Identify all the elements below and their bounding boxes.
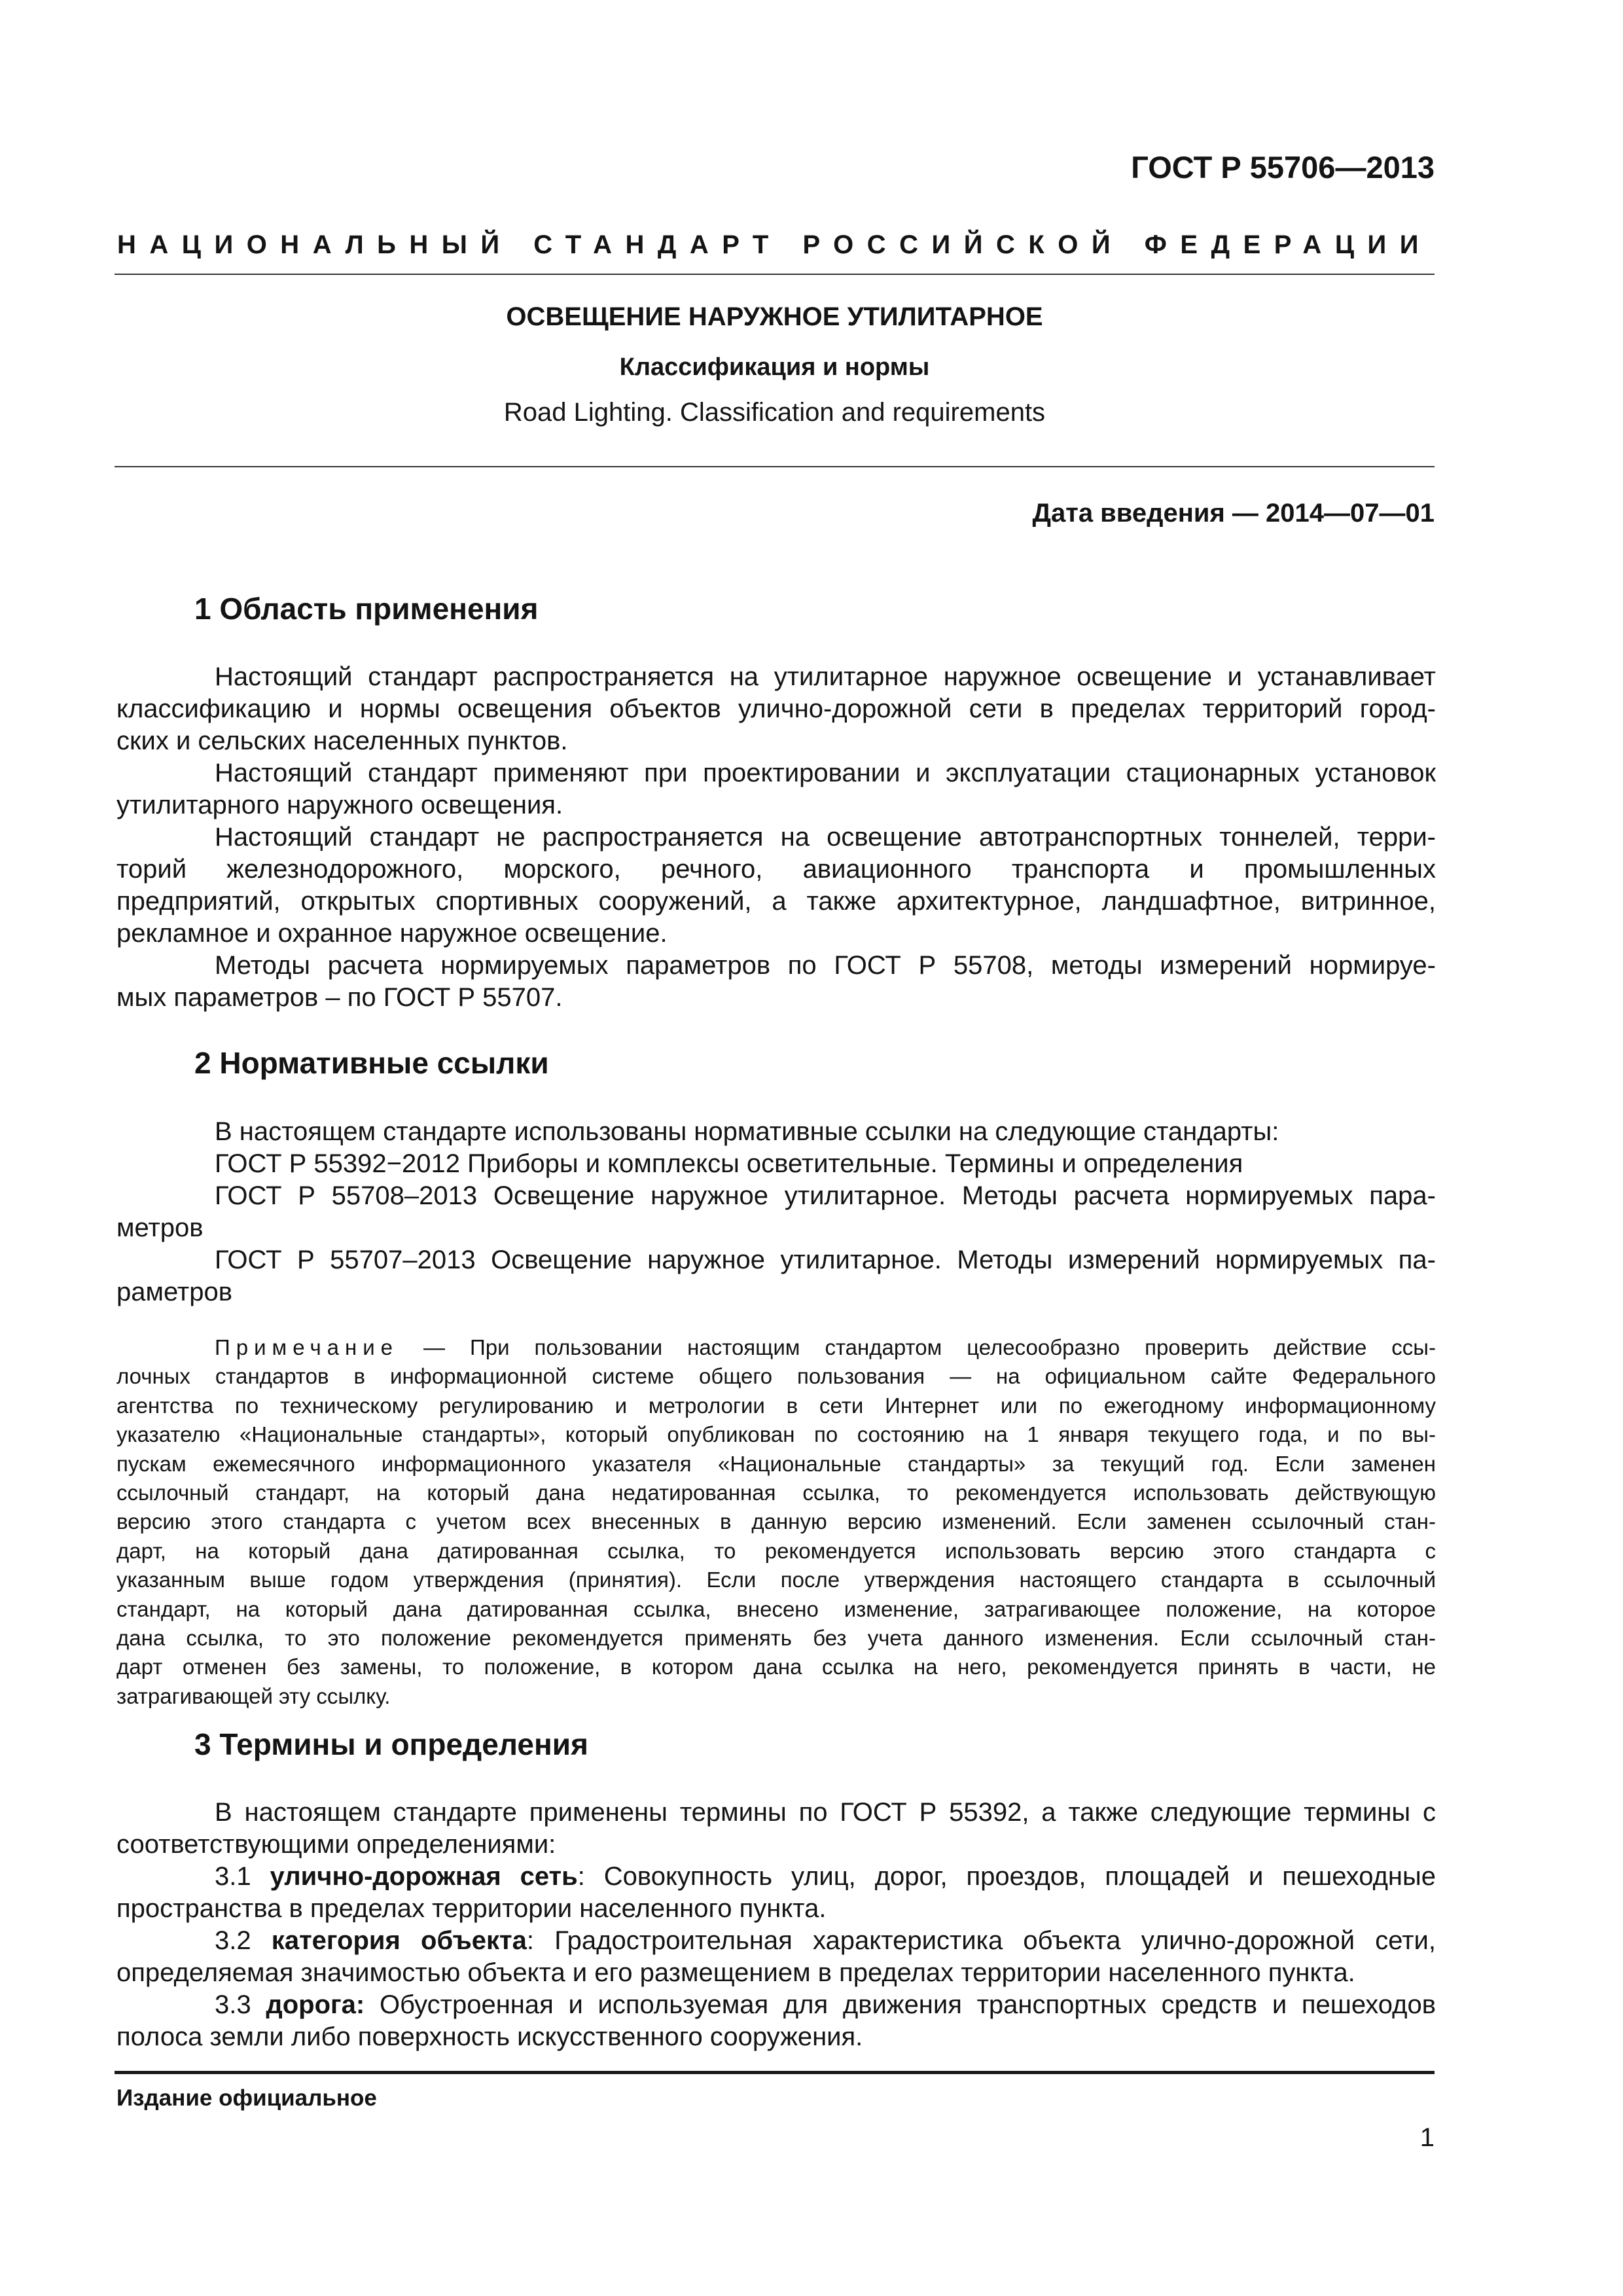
paragraph-line: торий железнодорожного, морского, речного, авиационного транспорта и промышленных xyxy=(116,855,1436,884)
reference-line: раметров xyxy=(116,1278,232,1306)
note-line: указанным выше годом утверждения (принятия). Если после утверждения настоящего стандарта в ссылочный xyxy=(116,1568,1436,1592)
section-3-heading: 3 Термины и определения xyxy=(194,1727,588,1761)
note-line: дарт, на который дана датированная ссылка, то рекомендуется использовать версию этого стандарта с xyxy=(116,1538,1436,1563)
section-1-body xyxy=(116,661,1436,1014)
note-line: дана ссылка, то это положение рекомендуется применять без учета данного изменения. Если ссылочный стан- xyxy=(116,1625,1436,1650)
note-line: версию этого стандарта с учетом всех внесенных в данную версию изменений. Если заменен ссылочный стан- xyxy=(116,1509,1436,1534)
note-line: пускам ежемесячного информационного указателя «Национальные стандарты» за текущий год. Если заменен xyxy=(116,1451,1436,1476)
note-line: ссылочный стандарт, на который дана недатированная ссылка, то рекомендуется использовать действующую xyxy=(116,1480,1436,1505)
section-2-body xyxy=(116,1116,1436,1308)
paragraph-line: Настоящий стандарт применяют при проектировании и эксплуатации стационарных установок xyxy=(215,759,1436,787)
footer-divider xyxy=(115,2071,1435,2074)
term-name: категория объекта xyxy=(271,1926,527,1955)
paragraph-line: Настоящий стандарт распространяется на утилитарное наружное освещение и устанавливает xyxy=(215,662,1436,691)
paragraph-line: рекламное и охранное наружное освещение. xyxy=(116,919,668,948)
term-definition-3-1 xyxy=(116,1861,1436,1893)
term-number: 3.1 xyxy=(215,1862,251,1891)
reference-line: ГОСТ Р 55707–2013 Освещение наружное утилитарное. Методы измерений нормируемых па- xyxy=(215,1246,1436,1274)
term-definition-3-3 xyxy=(116,1989,1436,2021)
note-label: Примечание xyxy=(215,1335,399,1359)
edition-label: Издание официальное xyxy=(116,2085,377,2111)
term-definition-3-2 xyxy=(116,1925,1436,1957)
term-definition-continuation: пространства в пределах территории населенного пункта. xyxy=(116,1894,827,1923)
term-name: улично-дорожная сеть xyxy=(270,1862,578,1891)
national-standard-banner: НАЦИОНАЛЬНЫЙ СТАНДАРТ РОССИЙСКОЙ ФЕДЕРАЦИИ xyxy=(116,230,1433,259)
note-line: дарт отменен без замены, то положение, в котором дана ссылка на него, рекомендуется принять в части, не xyxy=(116,1655,1436,1679)
paragraph-line: Методы расчета нормируемых параметров по ГОСТ Р 55708, методы измерений нормируе- xyxy=(215,951,1436,980)
paragraph-line: соответствующими определениями: xyxy=(116,1830,556,1859)
term-number: 3.3 xyxy=(215,1990,251,2019)
paragraph-line: В настоящем стандарте применены термины по ГОСТ Р 55392, а также следующие термины с xyxy=(215,1798,1436,1827)
term-name: дорога: xyxy=(266,1990,365,2019)
section-1-heading: 1 Область применения xyxy=(194,592,539,626)
term-separator: : xyxy=(526,1926,535,1955)
note-line: затрагивающей эту ссылку. xyxy=(116,1683,391,1708)
page-number: 1 xyxy=(1419,2123,1435,2152)
document-code: ГОСТ Р 55706—2013 xyxy=(1131,150,1435,185)
paragraph-line: В настоящем стандарте использованы нормативные ссылки на следующие стандарты: xyxy=(215,1117,1279,1146)
term-separator: : xyxy=(577,1862,585,1891)
document-title-english: Road Lighting. Classification and requirements xyxy=(503,398,1046,427)
note-line: указателю «Национальные стандарты», который опубликован по состоянию на 1 января текущего года, и по вы- xyxy=(116,1422,1436,1447)
paragraph-line: утилитарного наружного освещения. xyxy=(116,791,563,819)
note-block xyxy=(116,1333,1436,1711)
document-title: ОСВЕЩЕНИЕ НАРУЖНОЕ УТИЛИТАРНОЕ xyxy=(506,302,1043,331)
title-divider xyxy=(115,466,1435,467)
note-line: лочных стандартов в информационной системе общего пользования — на официальном сайте Федерального xyxy=(116,1364,1436,1389)
note-line: стандарт, на который дана датированная ссылка, внесено изменение, затрагивающее положение, на которое xyxy=(116,1596,1436,1621)
term-definition-continuation: определяемая значимостью объекта и его размещением в пределах территории населенного пункта. xyxy=(116,1958,1355,1987)
section-3-body xyxy=(116,1797,1436,2053)
term-definition: Обустроенная и используемая для движения транспортных средств и пешеходов xyxy=(379,1990,1436,2019)
note-line: агентства по техническому регулированию и метрологии в сети Интернет или по ежегодному информационному xyxy=(116,1393,1436,1418)
paragraph-line: Настоящий стандарт не распространяется на освещение автотранспортных тоннелей, терри- xyxy=(215,823,1436,852)
document-subtitle: Классификация и нормы xyxy=(619,353,930,381)
term-definition: Градостроительная характеристика объекта улично-дорожной сети, xyxy=(554,1926,1436,1955)
paragraph-line: ских и сельских населенных пунктов. xyxy=(116,726,568,755)
header-divider xyxy=(115,274,1435,275)
reference-line: ГОСТ Р 55708–2013 Освещение наружное утилитарное. Методы расчета нормируемых пара- xyxy=(215,1181,1436,1210)
term-definition: Совокупность улиц, дорог, проездов, площадей и пешеходные xyxy=(603,1862,1436,1891)
note-line: — При пользовании настоящим стандартом целесообразно проверить действие ссы- xyxy=(423,1335,1436,1359)
paragraph-line: мых параметров – по ГОСТ Р 55707. xyxy=(116,983,563,1012)
section-2-heading: 2 Нормативные ссылки xyxy=(194,1046,549,1080)
reference-line: метров xyxy=(116,1213,204,1242)
term-definition-continuation: полоса земли либо поверхность искусственного сооружения. xyxy=(116,2022,863,2051)
reference-line: ГОСТ Р 55392−2012 Приборы и комплексы осветительные. Термины и определения xyxy=(215,1149,1243,1178)
introduction-date: Дата введения — 2014—07—01 xyxy=(1032,499,1435,528)
paragraph-line: классификацию и нормы освещения объектов улично-дорожной сети в пределах территорий город- xyxy=(116,694,1436,723)
paragraph-line: предприятий, открытых спортивных сооружений, а также архитектурное, ландшафтное, витринное, xyxy=(116,887,1436,916)
term-number: 3.2 xyxy=(215,1926,251,1955)
